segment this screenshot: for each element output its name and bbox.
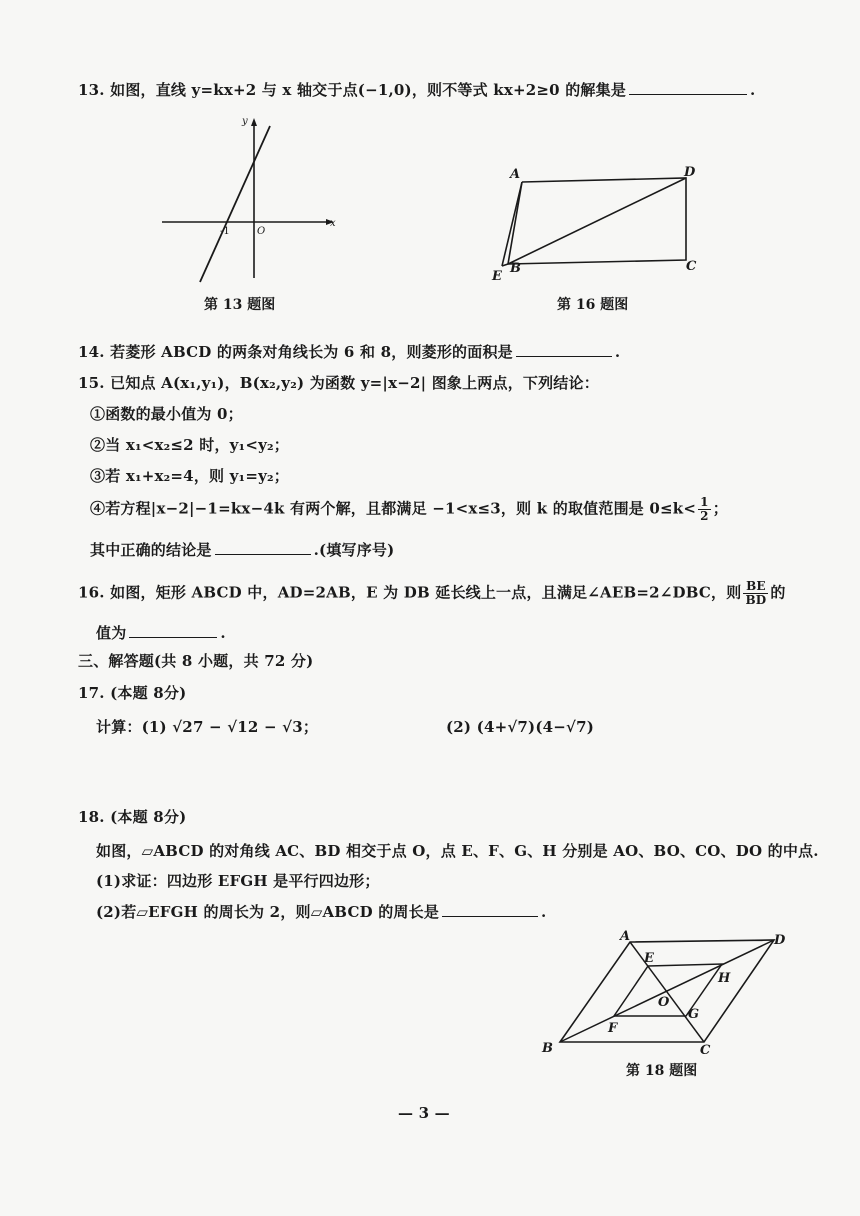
q17-part-2: (2) (4+√7)(4−√7) bbox=[446, 718, 595, 736]
point-g-label: G bbox=[688, 1007, 700, 1022]
q15-ask-text: 其中正确的结论是 bbox=[90, 541, 212, 559]
q18-part-1: (1)求证：四边形 EFGH 是平行四边形； bbox=[96, 872, 380, 890]
y-axis-arrow bbox=[251, 118, 257, 126]
diagonal-bd bbox=[508, 178, 686, 264]
q15-ask-end: .(填写序号) bbox=[313, 541, 395, 559]
q16-text-end: 的 bbox=[770, 583, 786, 602]
question-18-title: 18. (本题 8分) bbox=[78, 808, 187, 826]
fraction-denominator: BD bbox=[745, 593, 767, 607]
line-y-kx-plus-2 bbox=[200, 126, 270, 282]
question-14 bbox=[78, 340, 620, 363]
q18-text: 如图，▱ABCD 的对角线 AC、BD 相交于点 O，点 E、F、G、H 分别是 AO、BO、CO、DO 的中点. bbox=[96, 842, 819, 860]
fraction-numerator: 1 bbox=[700, 495, 709, 509]
q15-statement-3: ③若 x₁+x₂=4，则 y₁=y₂； bbox=[90, 467, 289, 485]
question-17-title: 17. (本题 8分) bbox=[78, 684, 187, 702]
q15-answer-blank bbox=[215, 538, 311, 555]
q15-statement-4 bbox=[90, 496, 728, 523]
point-c-label: C bbox=[700, 1043, 711, 1058]
point-b-label: B bbox=[510, 261, 521, 276]
q13-end: . bbox=[750, 81, 756, 99]
q18-part-2-end: . bbox=[541, 903, 547, 921]
q13-answer-blank bbox=[629, 78, 747, 95]
q16-line-2 bbox=[96, 621, 226, 644]
figure-16-caption: 第 16 题图 bbox=[557, 297, 629, 313]
figure-16 bbox=[488, 160, 718, 294]
diagonal-ac bbox=[630, 942, 704, 1042]
q15-fraction-one-half bbox=[698, 496, 711, 523]
question-15-intro: 15. 已知点 A(x₁,y₁)，B(x₂,y₂) 为函数 y=|x−2| 图象上两点，下列结论： bbox=[78, 374, 599, 392]
point-f-label: F bbox=[608, 1021, 618, 1036]
figure-18-caption: 第 18 题图 bbox=[626, 1063, 698, 1079]
q18-answer-blank bbox=[442, 900, 538, 917]
q15-statement-4-text: ④若方程|x−2|−1=kx−4k 有两个解，且都满足 −1<x≤3，则 k 的取值范围是 0≤k< bbox=[90, 499, 697, 518]
point-o-label: O bbox=[658, 995, 670, 1010]
question-13 bbox=[78, 78, 755, 101]
diagonal-bd bbox=[560, 940, 774, 1042]
q17-part-1: 计算：(1) √27 − √12 − √3； bbox=[96, 718, 319, 736]
q14-answer-blank bbox=[516, 340, 612, 357]
y-axis-label: y bbox=[242, 116, 248, 127]
point-a-label: A bbox=[620, 929, 631, 944]
q13-text: 13. 如图，直线 y=kx+2 与 x 轴交于点(−1,0)，则不等式 kx+2≥0 的解集是 bbox=[78, 81, 627, 99]
q15-statement-1: ①函数的最小值为 0； bbox=[90, 405, 243, 423]
fraction-numerator: BE bbox=[743, 580, 768, 594]
point-e-label: E bbox=[492, 269, 502, 284]
point-h-label: H bbox=[718, 971, 731, 986]
point-a-label: A bbox=[510, 167, 521, 182]
q16-text: 16. 如图，矩形 ABCD 中，AD=2AB，E 为 DB 延长线上一点，且满足∠AEB=2∠DBC，则 bbox=[78, 583, 742, 602]
q16-answer-blank bbox=[129, 621, 217, 638]
q15-statement-4-end: ； bbox=[712, 499, 728, 518]
q16-fraction-be-bd bbox=[743, 580, 768, 607]
tick-label-neg1: -1 bbox=[220, 226, 230, 237]
q18-part-2 bbox=[96, 900, 546, 923]
section-3-heading: 三、解答题(共 8 小题，共 72 分) bbox=[78, 652, 314, 670]
figure-13 bbox=[158, 112, 338, 286]
q14-end: . bbox=[614, 343, 621, 361]
x-axis-label: x bbox=[330, 218, 336, 229]
origin-label: O bbox=[257, 226, 266, 237]
q14-text: 14. 若菱形 ABCD 的两条对角线长为 6 和 8，则菱形的面积是 bbox=[78, 343, 513, 361]
figure-13-graph bbox=[158, 112, 338, 282]
figure-16-rectangle bbox=[488, 160, 718, 290]
fraction-denominator: 2 bbox=[700, 509, 709, 523]
figure-18 bbox=[536, 926, 796, 1070]
q15-statement-2: ②当 x₁<x₂≤2 时，y₁<y₂； bbox=[90, 436, 289, 454]
point-d-label: D bbox=[774, 933, 786, 948]
point-e-label: E bbox=[644, 951, 654, 966]
q18-part-2-text: (2)若▱EFGH 的周长为 2，则▱ABCD 的周长是 bbox=[96, 903, 440, 921]
figure-18-parallelogram bbox=[536, 926, 796, 1066]
figure-13-caption: 第 13 题图 bbox=[204, 297, 276, 313]
q16-line-2-end: . bbox=[220, 624, 226, 642]
q15-ask bbox=[90, 538, 394, 561]
point-d-label: D bbox=[684, 165, 696, 180]
page-number: — 3 — bbox=[398, 1104, 450, 1122]
point-c-label: C bbox=[686, 259, 697, 274]
point-b-label: B bbox=[542, 1041, 553, 1056]
question-16 bbox=[78, 580, 786, 607]
segment-ae bbox=[502, 182, 522, 266]
q16-line-2-text: 值为 bbox=[96, 624, 127, 642]
